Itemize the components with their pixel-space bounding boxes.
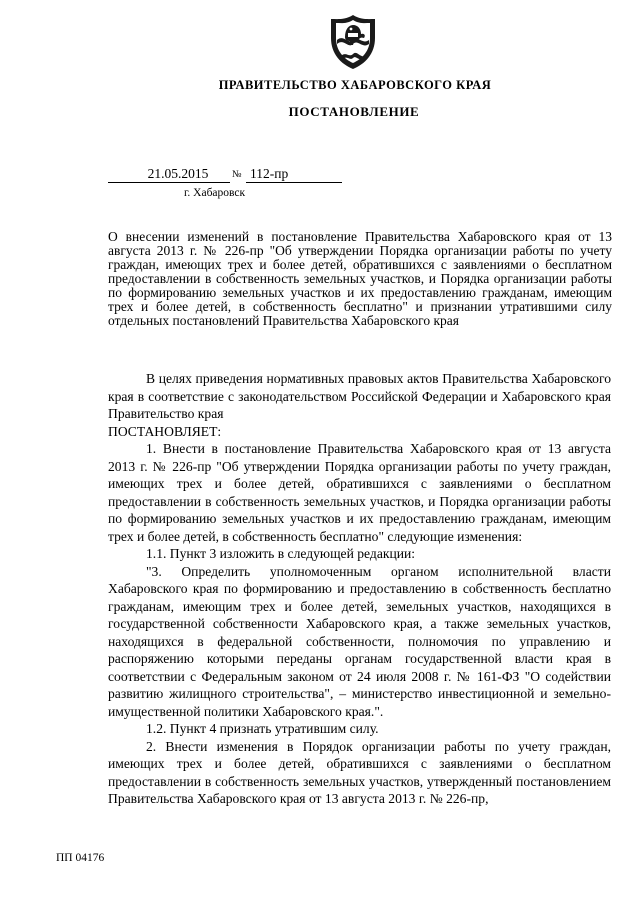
item-1-2: 1.2. Пункт 4 признать утратившим силу. [146,721,379,736]
footer-code: ПП 04176 [56,852,105,864]
item-1-1: 1.1. Пункт 3 изложить в следующей редакции: [146,546,416,561]
quoted-item-3: "3. Определить уполномоченным органом исполнительной власти Хабаровского края по формированию и предоставлению в собственность бесплатно гражданам, имеющим трех и более детей, земельных участков, находящихся в государственной собственности Хабаровского края, а также земельных участков, находящихся в федеральной собственности, полномочия по управлению и распоряжению которыми переданы органам государственной власти края в соответствии с Федеральным законом от 24 июля 2008 г. № 161-ФЗ "О содействии развитию жилищного строительства", – министерство инвестиционной и земельно-имущественной политики Хабаровского края.". [108,563,611,719]
coat-of-arms-emblem [328,14,378,70]
number-sign: № [232,169,242,180]
document-type: ПОСТАНОВЛЕНИЕ [288,104,420,119]
document-number: 112-пр [246,166,342,183]
government-title: ПРАВИТЕЛЬСТВО ХАБАРОВСКОГО КРАЯ [218,78,492,92]
document-body [108,370,611,808]
item-1: 1. Внести в постановление Правительства Хабаровского края от 13 августа 2013 г. № 226-пр "Об утверждении Порядка организации работы по учету граждан, имеющих трех и более детей, обратившихся с заявлениями о бесплатном предоставлении в собственность земельных участков, и Порядка организации работы по формированию земельных участков и их предоставлению гражданам, имеющим трех и более детей, в собственность бесплатно" следующие изменения: [108,441,611,544]
document-date: 21.05.2015 [108,166,230,183]
item-2: 2. Внести изменения в Порядок организации работы по учету граждан, имеющих трех и более детей, обратившихся с заявлениями о бесплатном предоставлении в собственность земельных участков, утвержденный постановлением Правительства Хабаровского края от 13 августа 2013 г. № 226-пр, [108,738,611,806]
city: г. Хабаровск [184,187,246,199]
document-subject: О внесении изменений в постановление Правительства Хабаровского края от 13 августа 2013 г. № 226-пр "Об утверждении Порядка организации работы по учету граждан, имеющих трех и более детей, обратившихся с заявлениями о бесплатном предоставлении в собственность земельных участков, и Порядка организации работы по формированию земельных участков и их предоставлению гражданам, имеющим трех и более детей, в собственность бесплатно" и признании утратившими силу отдельных постановлений Правительства Хабаровского края [108,229,612,328]
preamble: В целях приведения нормативных правовых актов Правительства Хабаровского края в соответствие с законодательством Российской Федерации и Хабаровского края Правительство края [108,371,611,421]
resolves-heading: ПОСТАНОВЛЯЕТ: [108,423,222,439]
